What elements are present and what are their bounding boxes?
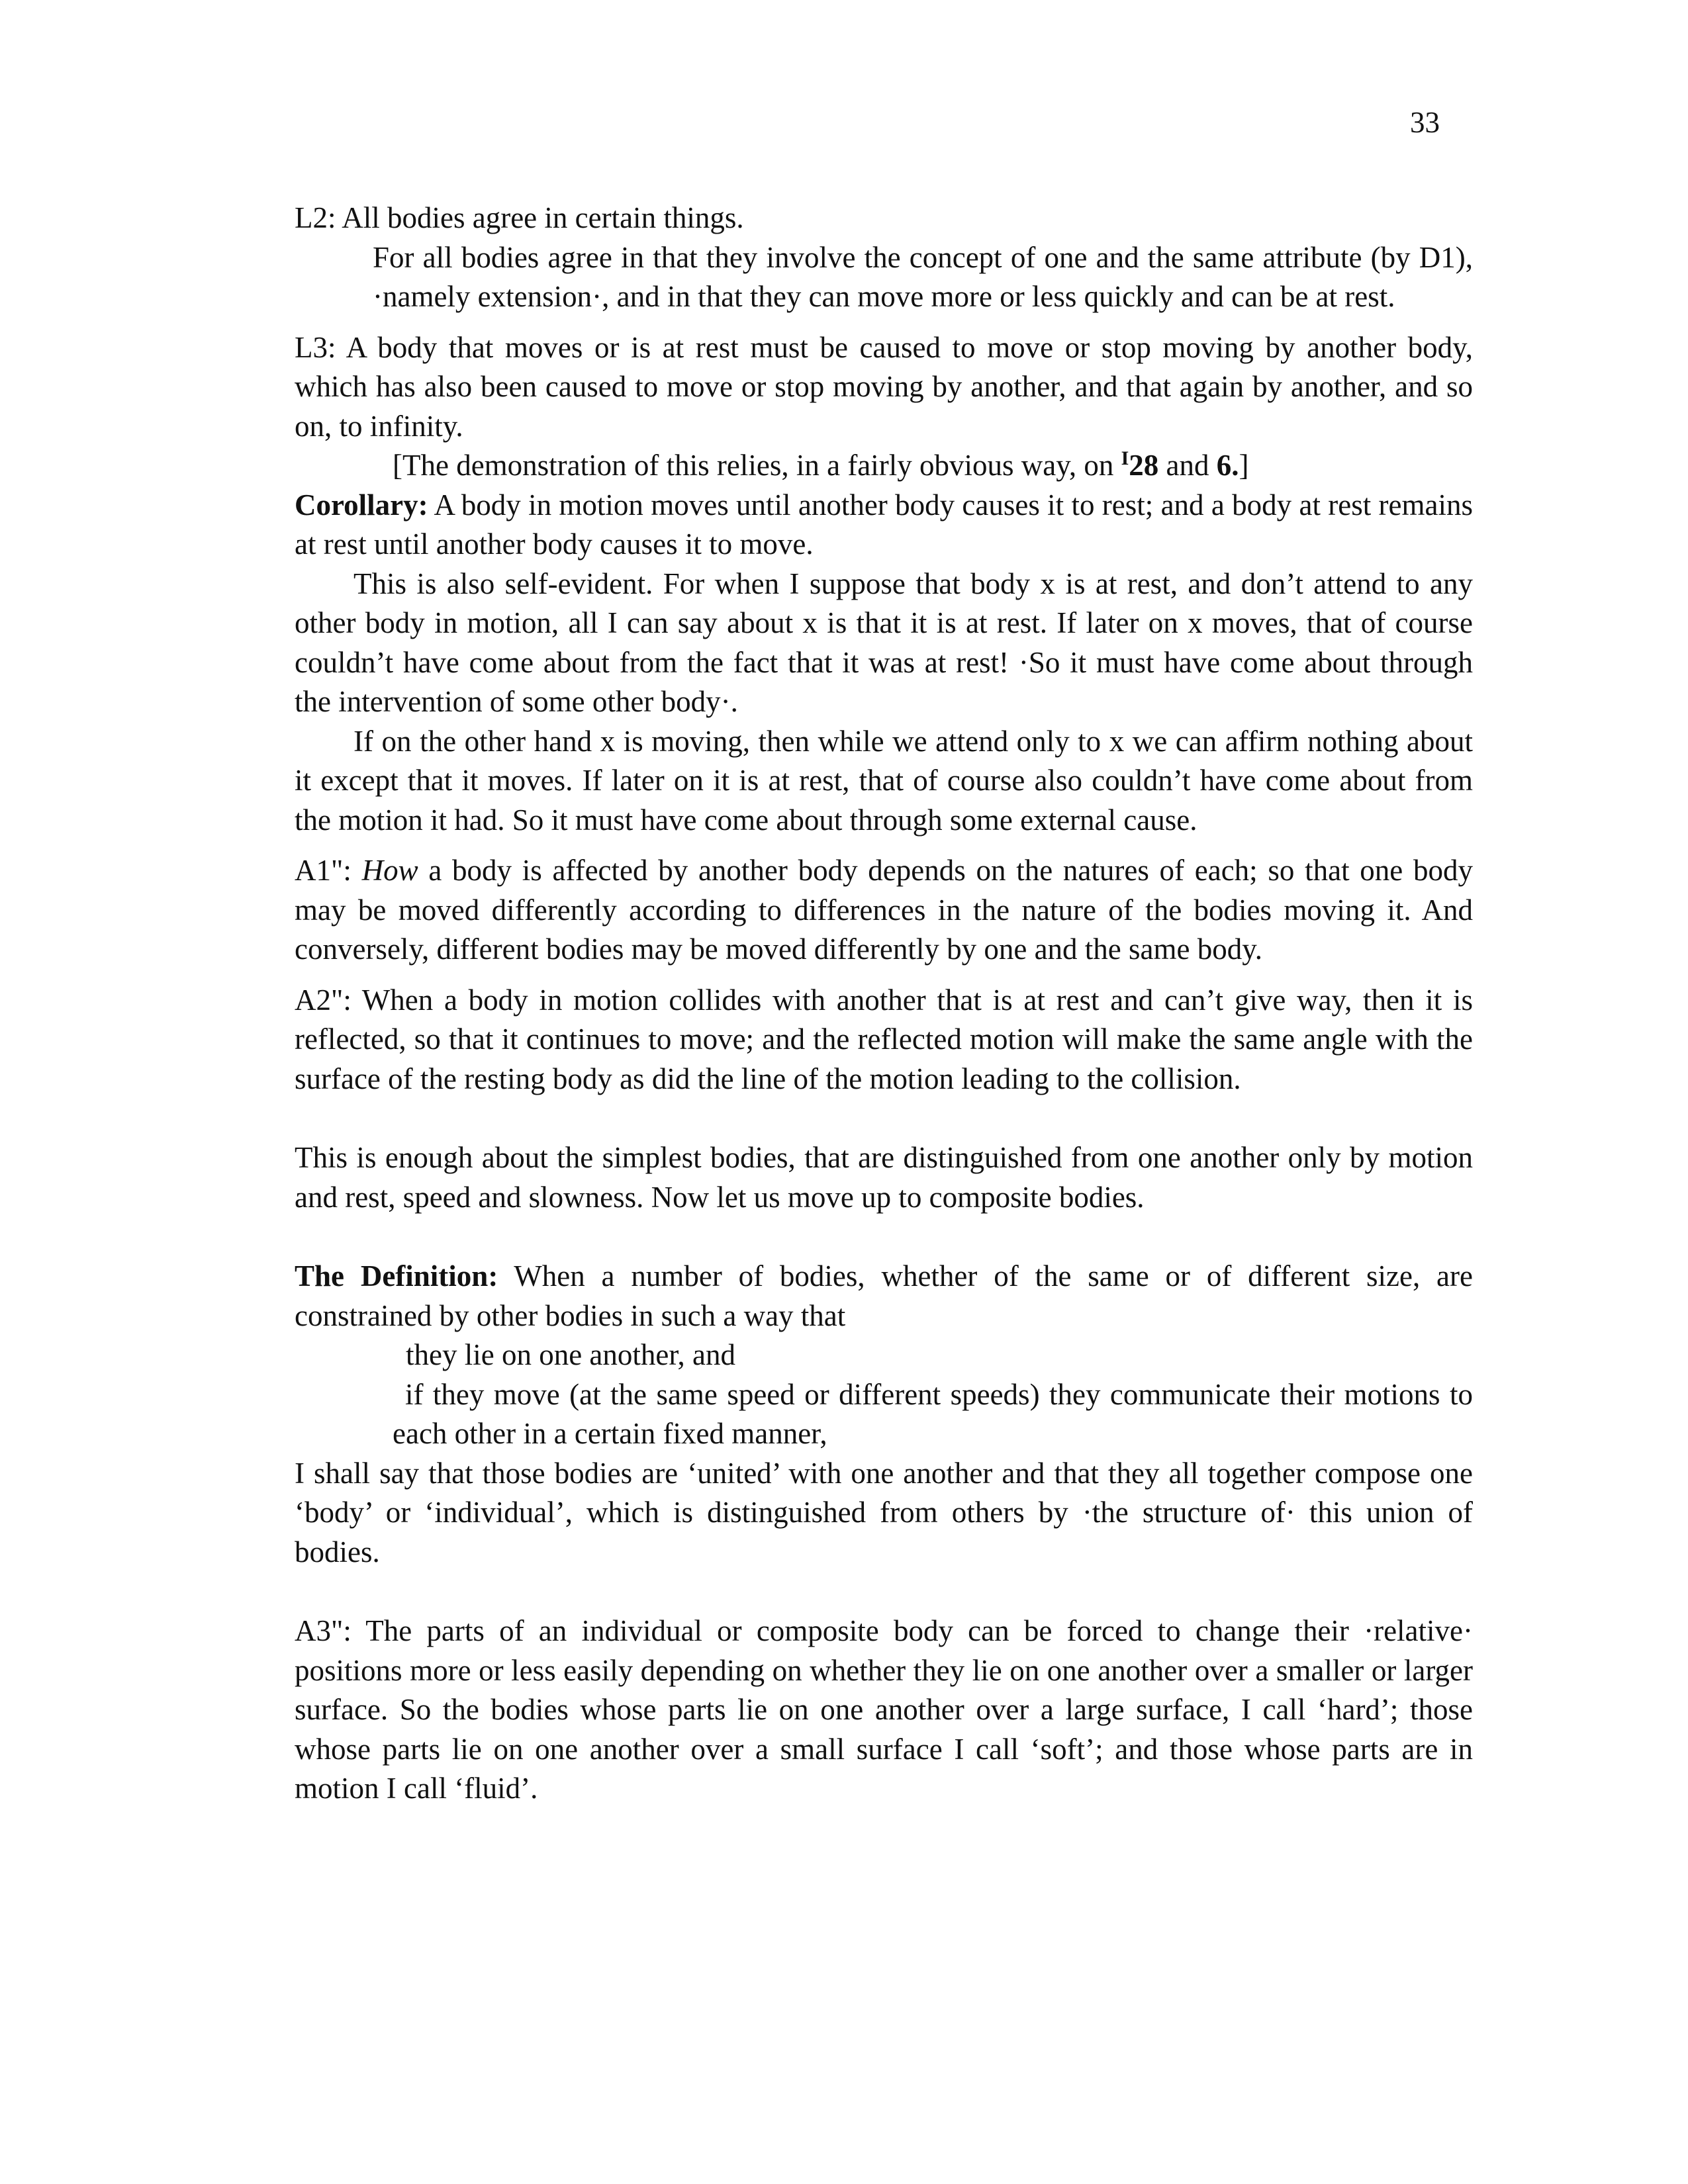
- note-part-superscript: I: [1121, 447, 1129, 469]
- page-number: 33: [1410, 106, 1440, 139]
- lemma-2-demonstration: For all bodies agree in that they involve the concept of one and the same attribute (by D1), ·namely extension·, and in that they can move more or less quickly and can be at rest.: [373, 240, 1473, 313]
- corollary-paragraph-1: This is also self-evident. For when I suppose that body x is at rest, and don’t attend to any other body in motion, all I can say about x is that it is at rest. If later on x moves, that of course couldn’t have come about from the fact that it was at rest! ·So it must have come about through the intervention of some other body·.: [295, 567, 1473, 718]
- definition-label: The Definition:: [295, 1259, 498, 1293]
- transition-paragraph: This is enough about the simplest bodies, that are distinguished from one another only by motion and rest, speed and slowness. Now let us move up to composite bodies.: [295, 1141, 1473, 1214]
- definition-clause-2: if they move (at the same speed or different speeds) they communicate their motions to each other in a certain fixed manner,: [393, 1377, 1473, 1450]
- corollary-paragraph-2: If on the other hand x is moving, then while we attend only to x we can affirm nothing about it except that it moves. If later on it is at rest, that of course also couldn’t have come about from the motion it had. So it must have come about through some external cause.: [295, 724, 1473, 837]
- note-text-before: [The demonstration of this relies, in a fairly obvious way, on: [393, 449, 1121, 482]
- definition-intro: [295, 1257, 1473, 1336]
- lemma-3-statement: L3: A body that moves or is at rest must be caused to move or stop moving by another body, which has also been caused to move or stop moving by another, and that again by another, and so on, to infinity.: [295, 330, 1473, 443]
- lemma-2-heading: L2: All bodies agree in certain things.: [295, 201, 744, 234]
- lemma-3-note: [295, 446, 1473, 486]
- note-ref-6: 6.: [1216, 449, 1239, 482]
- axiom-1-label: A1":: [295, 854, 362, 887]
- definition-clause-1: they lie on one another, and: [406, 1338, 736, 1371]
- corollary-label: Corollary:: [295, 488, 428, 522]
- axiom-1: [295, 851, 1473, 970]
- axiom-1-emphasis: How: [361, 854, 418, 887]
- axiom-1-text: a body is affected by another body depends on the natures of each; so that one body may be moved differently according to differences in the nature of the bodies moving it. And conversely, different bodies may be moved differently by one and the same body.: [295, 854, 1473, 966]
- axiom-2: A2": When a body in motion collides with another that is at rest and can’t give way, then it is reflected, so that it continues to move; and the reflected motion will make the same angle with the surface of the resting body as did the line of the motion leading to the collision.: [295, 983, 1473, 1095]
- note-and: and: [1158, 449, 1217, 482]
- note-ref-28: 28: [1129, 449, 1159, 482]
- definition-intro-text: When a number of bodies, whether of the same or of different size, are constrained by other bodies in such a way that: [295, 1259, 1473, 1332]
- note-text-after: ]: [1239, 449, 1249, 482]
- corollary-text: A body in motion moves until another body causes it to rest; and a body at rest remains at rest until another body causes it to move.: [295, 488, 1473, 561]
- page-body: [295, 199, 1473, 1809]
- axiom-3: A3": The parts of an individual or composite body can be forced to change their ·relative· positions more or less easily depending on whether they lie on one another over a smaller or larger surface. So the bodies whose parts lie on one another over a large surface, I call ‘hard’; those whose parts lie on one another over a small surface I call ‘soft’; and those whose parts are in motion I call ‘fluid’.: [295, 1614, 1473, 1805]
- definition-conclusion: I shall say that those bodies are ‘united’ with one another and that they all together compose one ‘body’ or ‘individual’, which is distinguished from others by ·the structure of· this union of bodies.: [295, 1456, 1473, 1569]
- corollary-statement: [295, 486, 1473, 565]
